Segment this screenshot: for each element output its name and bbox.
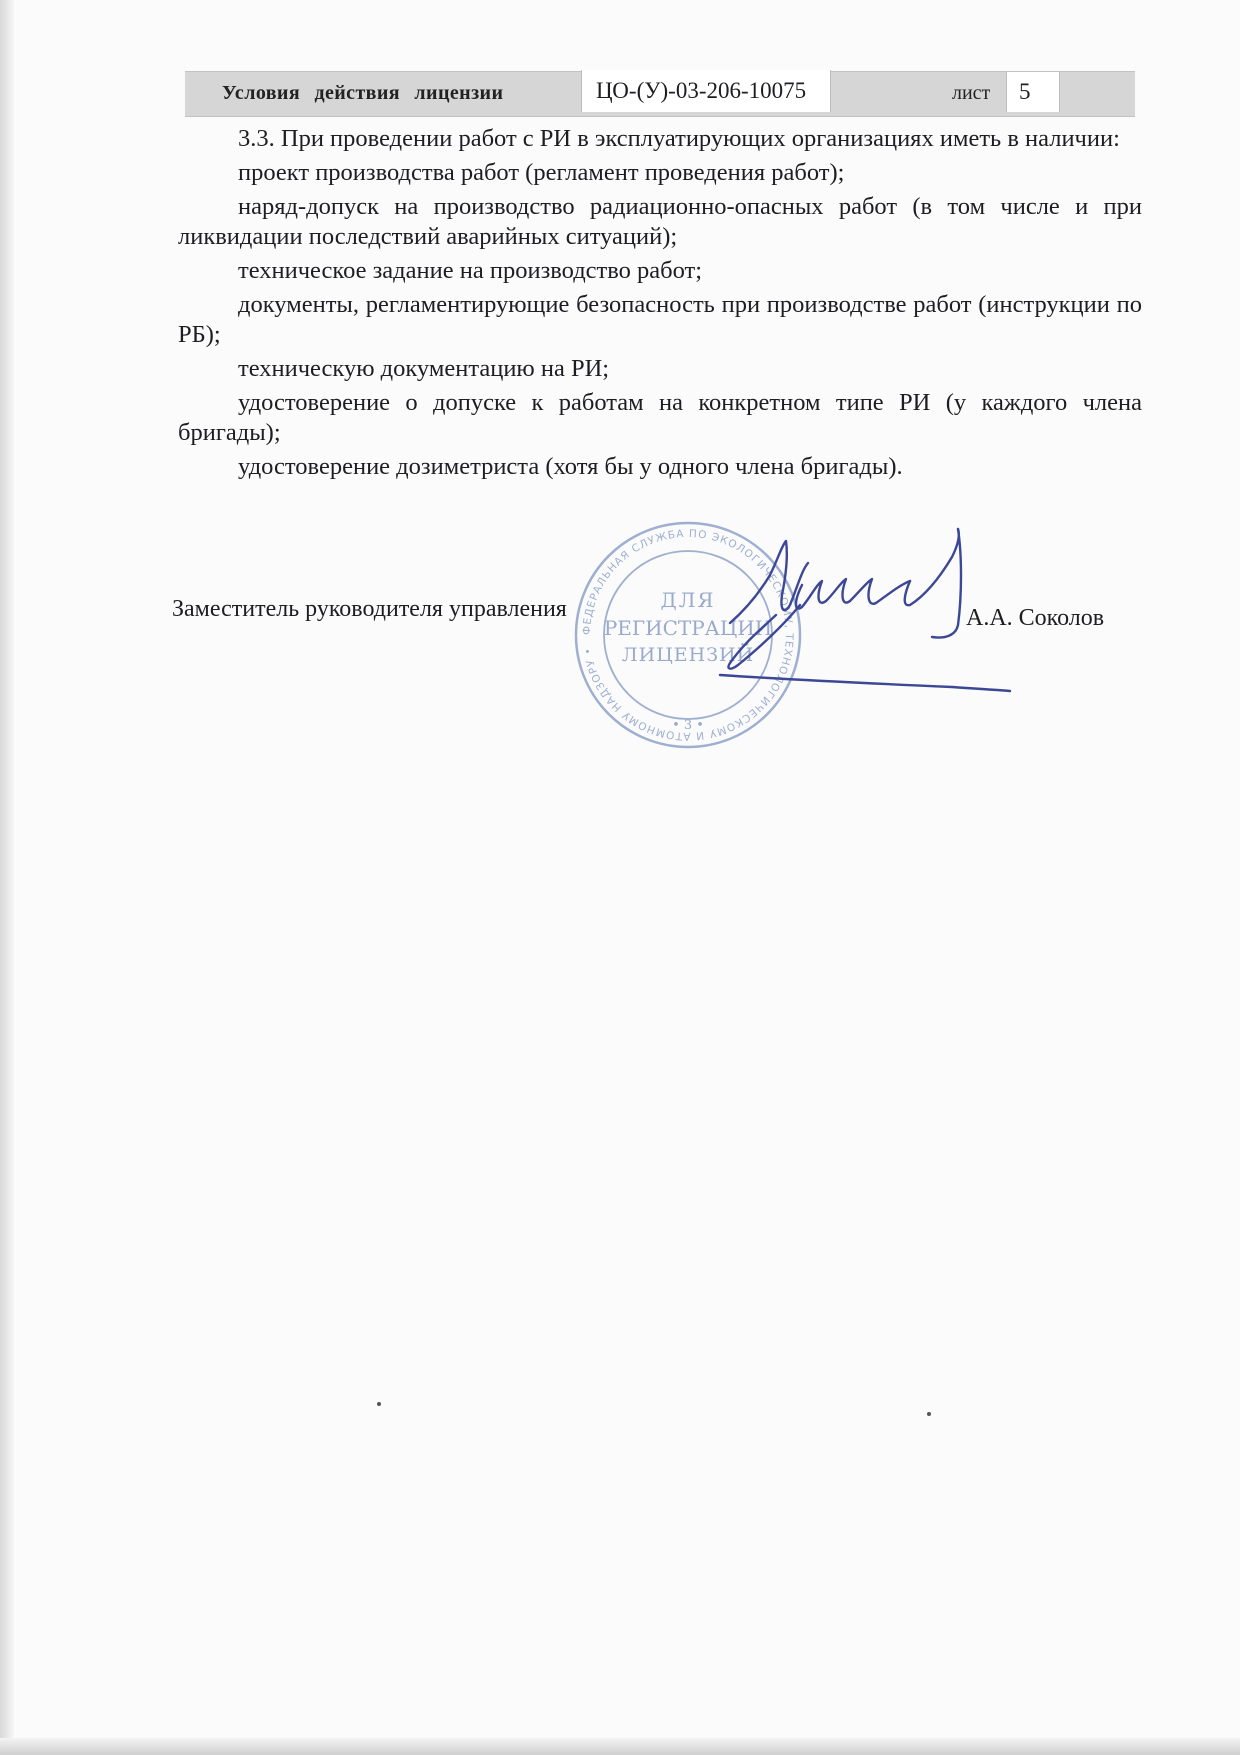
svg-text:• 3 •: • 3 • [672,718,704,733]
svg-text:ДЛЯ: ДЛЯ [660,588,716,612]
page-bottom-shadow [0,1738,1240,1755]
body-text [178,124,1142,486]
svg-text:ЛИЦЕНЗИЙ: ЛИЦЕНЗИЙ [621,644,755,666]
sheet-label: лист [952,82,991,104]
list-item: документы, регламентирующие безопасность при производстве работ (инструкции по РБ); [178,291,1142,348]
signer-role: Заместитель руководителя управления [172,596,567,622]
svg-text:РЕГИСТРАЦИИ: РЕГИСТРАЦИИ [603,616,773,640]
scan-speck [377,1402,381,1406]
paragraph-3-3: 3.3. При проведении работ с РИ в эксплуатирующих организациях иметь в наличии: [238,125,1120,152]
header-title: Условия действия лицензии [222,82,504,104]
list-item: удостоверение дозиметриста (хотя бы у одного члена бригады). [238,453,903,480]
list-item: техническую документацию на РИ; [238,355,610,382]
list-item: удостоверение о допуске к работам на конкретном типе РИ (у каждого члена бригады); [178,389,1142,446]
license-number: ЦО-(У)-03-206-10075 [581,70,831,112]
list-item: наряд-допуск на производство радиационно-опасных работ (в том числе и при ликвидации последствий аварийных ситуаций); [178,193,1142,250]
scan-speck [927,1412,931,1416]
signer-name: А.А. Соколов [966,605,1105,631]
list-item: проект производства работ (регламент проведения работ); [238,159,845,186]
sheet-number: 5 [1006,72,1060,112]
list-item: техническое задание на производство работ; [238,257,703,284]
page-edge-shadow [0,0,14,1755]
svg-text:ФЕДЕРАЛЬНАЯ СЛУЖБА ПО ЭКОЛОГИЧ: ФЕДЕРАЛЬНАЯ СЛУЖБА ПО ЭКОЛОГИЧЕСКОМУ, ТЕХНОЛОГИЧЕСКОМУ И АТОМНОМУ НАДЗОРУ • [580,527,796,743]
